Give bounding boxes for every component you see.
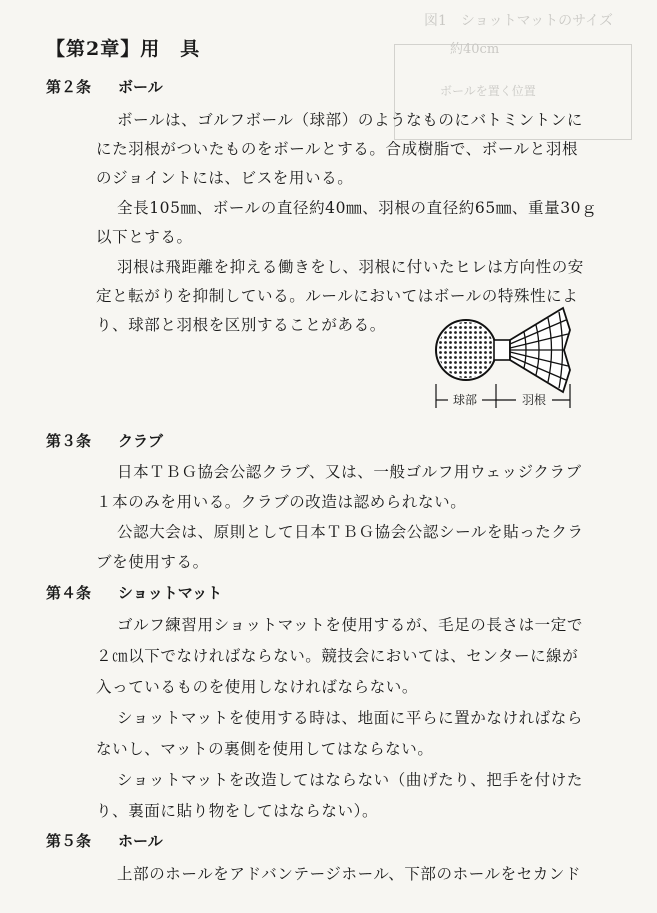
- article-title: ホール: [118, 832, 163, 850]
- text-line: ブを使用する。: [96, 553, 209, 571]
- text-line: 羽根は飛距離を抑える働きをし、羽根に付いたヒレは方向性の安: [117, 258, 584, 276]
- text-line: １本のみを用いる。クラブの改造は認められない。: [96, 493, 467, 511]
- article-number: 第４条: [46, 584, 92, 602]
- ghost-caption: 図1 ショットマットのサイズ: [424, 13, 613, 29]
- chapter-heading: 【第2章】用 具: [46, 38, 201, 60]
- text-line: にた羽根がついたものをボールとする。合成樹脂で、ボールと羽根: [96, 140, 579, 158]
- text-line: ないし、マットの裏側を使用してはならない。: [96, 740, 434, 758]
- text-line: 以下とする。: [96, 228, 193, 246]
- text-line: ２㎝以下でなければならない。競技会においては、センターに線が: [96, 647, 579, 665]
- article-4-heading: [46, 582, 222, 603]
- article-title: クラブ: [118, 432, 164, 450]
- text-line: 公認大会は、原則として日本ＴＢＧ協会公認シールを貼ったクラ: [117, 523, 584, 541]
- text-line: 入っているものを使用しなければならない。: [96, 678, 419, 696]
- ball-dimples: [438, 322, 494, 378]
- article-number: 第３条: [46, 432, 92, 450]
- text-line: り、球部と羽根を区別することがある。: [96, 316, 386, 334]
- ghost-note: ボールを置く位置: [440, 84, 536, 98]
- ball-part-label: 球部: [452, 393, 478, 407]
- article-2-heading: [46, 76, 163, 97]
- text-line: 定と転がりを抑制している。ルールにおいてはボールの特殊性によ: [96, 287, 579, 305]
- feather-part-label: 羽根: [521, 393, 547, 407]
- article-5-heading: [46, 830, 163, 851]
- ball-diagram: [418, 300, 598, 412]
- text-line: ゴルフ練習用ショットマットを使用するが、毛足の長さは一定で: [117, 616, 583, 634]
- text-line: 全長105㎜、ボールの直径約40㎜、羽根の直径約65㎜、重量30ｇ: [117, 199, 598, 217]
- article-number: 第２条: [46, 78, 92, 96]
- text-line: ボールは、ゴルフボール（球部）のようなものにバトミントンに: [117, 111, 583, 129]
- text-line: り、裏面に貼り物をしてはならない）。: [96, 802, 379, 820]
- article-title: ショットマット: [118, 584, 223, 602]
- article-3-heading: [46, 430, 163, 451]
- ghost-dimension: 約40cm: [450, 42, 500, 57]
- article-number: 第５条: [46, 832, 92, 850]
- ball-joint: [494, 340, 510, 360]
- text-line: ショットマットを改造してはならない（曲げたり、把手を付けた: [117, 771, 583, 789]
- text-line: ショットマットを使用する時は、地面に平らに置かなければなら: [117, 709, 583, 727]
- text-line: 上部のホールをアドバンテージホール、下部のホールをセカンド: [117, 865, 582, 883]
- article-title: ボール: [118, 78, 163, 96]
- text-line: 日本ＴＢＧ協会公認クラブ、又は、一般ゴルフ用ウェッジクラブ: [117, 463, 582, 481]
- feather-shape: [510, 308, 570, 392]
- text-line: のジョイントには、ビスを用いる。: [96, 169, 354, 187]
